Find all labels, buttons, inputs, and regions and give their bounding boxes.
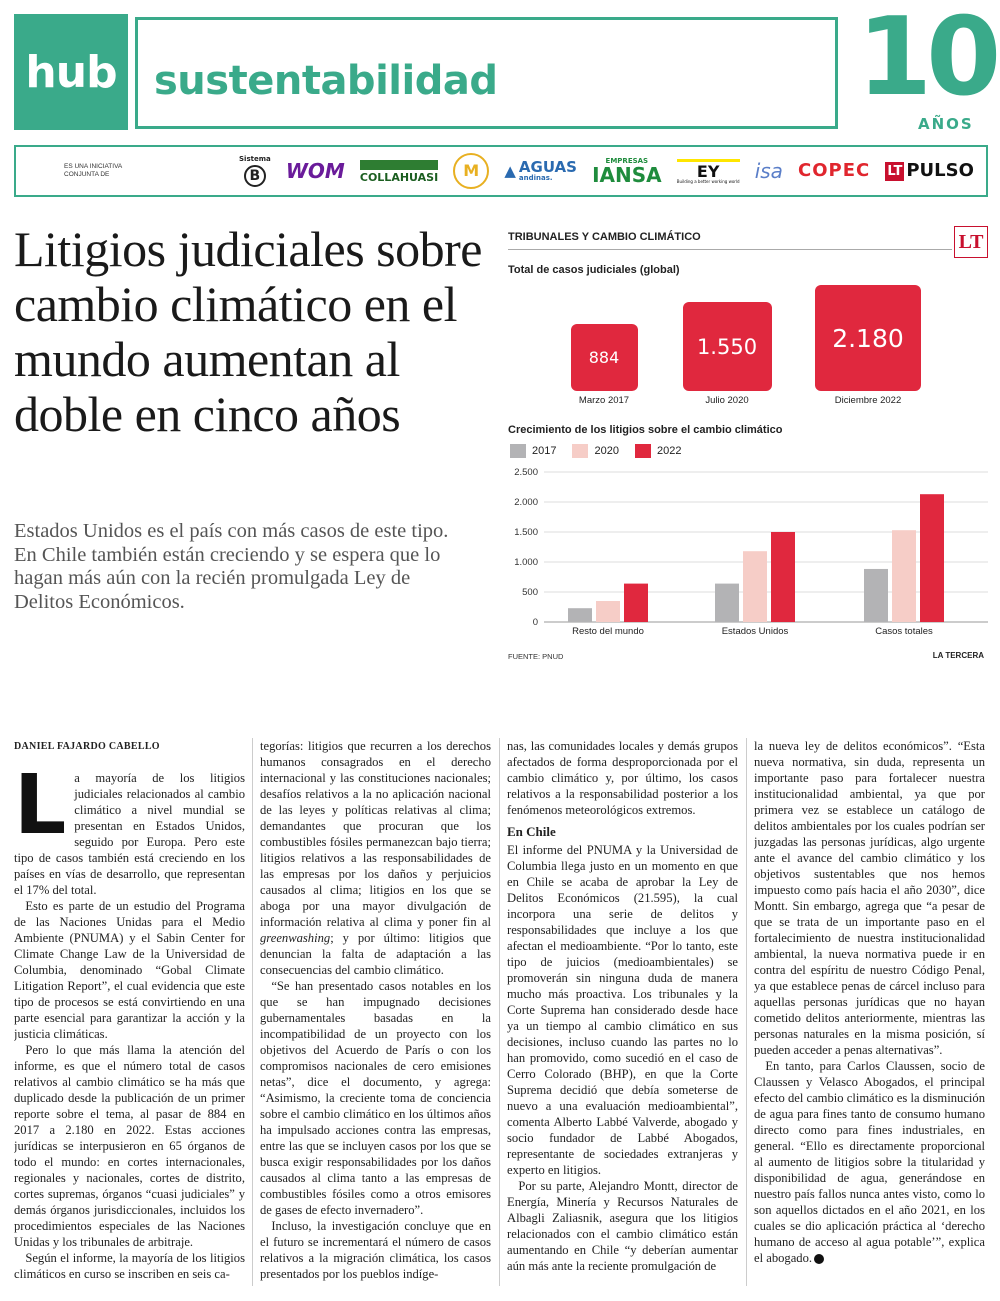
- ey-logo: [677, 159, 740, 184]
- b-corp-logo: [239, 156, 271, 187]
- paragraph: a mayoría de los litigios judiciales relacionados al cambio climático a nivel mundial se presentan en Estados Unidos, seguido por Europa. Pero este tipo de casos también está creciendo en los países en vías de desarrollo, que representan el 17% del total.: [14, 771, 245, 897]
- b-corp-label: Sistema: [239, 154, 271, 163]
- paragraph: [260, 738, 491, 978]
- iansa-logo: [592, 158, 662, 185]
- end-mark-icon: [814, 1254, 824, 1264]
- column-2: [260, 738, 491, 1290]
- dropcap: L: [14, 770, 67, 853]
- anniversary-badge: [855, 0, 996, 136]
- column-divider: [499, 738, 500, 1286]
- section-banner: [135, 17, 838, 129]
- bar: [596, 601, 620, 622]
- subheading: En Chile: [507, 824, 556, 839]
- hub-logo: [14, 14, 128, 130]
- pulso-logo: [885, 162, 974, 181]
- article-deck: Estados Unidos es el país con más casos de este tipo. En Chile también están creciendo y se espera que lo hagan más aún con la recién promulgada Ley de Delitos Económicos.: [14, 520, 449, 613]
- article-headline: Litigios judiciales sobre cambio climático en el mundo aumentan al doble en cinco años: [14, 221, 482, 442]
- total-label: Julio 2020: [705, 395, 749, 406]
- y-tick-label: 0: [532, 617, 538, 628]
- legend-item: [510, 444, 556, 458]
- paragraph: “Se han presentado casos notables en los que se han impugnado decisiones gubernamentales basadas en la incompatibilidad de un proyecto con los objetivos del Acuerdo de París o con los compromisos nacionales de cero emisiones netas”, dice el documento, y agrega: “Asimismo, la creciente toma de conciencia sobre el cambio climático en los últimos años ha impulsado acciones contra las empresas, entre las que se incluyen casos por los que se busca exigir responsabilidades por los daños causados al clima tanto a las empresas de combustibles fósiles como a otros emisores de gases de efecto invernadero”.: [260, 979, 491, 1217]
- x-category-label: Casos totales: [875, 626, 933, 637]
- pulso-lt: LT: [887, 163, 903, 179]
- aguas-andinas-logo: [504, 160, 577, 182]
- bar: [864, 569, 888, 622]
- paragraph: Esto es parte de un estudio del Programa de las Naciones Unidas para el Medio Ambiente (PNUMA) y el Sabin Center for Climate Change Law de la Universidad de Columbia, denominado “Gobal Climate Litigation Report”, el cual evidencia que este tipo de procesos se está convirtiendo en una parte esencial para garantizar la acción y la justicia climáticas.: [14, 899, 245, 1041]
- sponsor-strip: [14, 145, 988, 197]
- paragraph: Incluso, la investigación concluye que en el futuro se incrementará el número de casos relativos a la migración climática, los casos presentados por los pueblos indíge-: [260, 1219, 491, 1281]
- sponsor-logos: [144, 153, 978, 189]
- totals-title: Total de casos judiciales (global): [508, 264, 680, 276]
- paragraph: Pero lo que más llama la atención del informe, es que el número total de casos relativos al cambio climático se ha más que duplicado desde la publicación de un primer reporte sobre el tema, al pasar de 884 en 2017 a 2.180 en 2022. Estas acciones jurídicas se interpusieron en 65 órganos de todo el mundo: en cortes internacionales, regionales y nacionales, cortes de distrito, cortes supremas, órganos “cuasi judiciales” y demás órganos jurisdiccionales, incluidos los procedimientos especiales de las Naciones Unidas y los tribunales de arbitraje.: [14, 1043, 245, 1249]
- bar: [715, 584, 739, 622]
- paragraph: Según el informe, la mayoría de los litigios climáticos en curso se inscriben en seis ca-: [14, 1251, 245, 1281]
- iansa-top: EMPRESAS: [605, 156, 649, 165]
- emphasis: greenwashing: [260, 931, 331, 945]
- legend-label: 2022: [656, 445, 682, 457]
- paragraph-text: tegorías: litigios que recurren a los derechos humanos consagrados en el derecho internacional y las constituciones nacionales; desafíos relativos a la no aplicación nacional de las leyes y políticas relativas al clima; demandantes que procuran que los combustibles fósiles permanezcan bajo tierra; litigios relativos a las responsabilidades de las empresas por los daños y perjuicios causados al clima; litigios en los que se aboga por una mayor divulgación de información relativa al clima y poner fin al: [260, 739, 491, 929]
- ey-sub: Building a better working world: [676, 178, 740, 184]
- legend-label: 2020: [594, 445, 619, 457]
- total-square: 1.550: [683, 302, 772, 391]
- m-logo: M: [453, 153, 489, 189]
- growth-bar-chart: [506, 462, 988, 642]
- y-tick-label: 1.000: [514, 557, 538, 568]
- iansa-name: IANSA: [592, 162, 662, 187]
- aguas-name: AGUAS: [518, 158, 577, 176]
- anniversary-label: AÑOS: [918, 115, 974, 133]
- aguas-drop-icon: ▲: [504, 161, 516, 180]
- pulso-name: PULSO: [906, 160, 974, 181]
- paragraph-text: ; y por último: litigios que denuncian la falta de adaptación a las consecuencias del cambio climático.: [260, 931, 491, 977]
- paragraph: [754, 1058, 985, 1266]
- legend-swatch: [510, 444, 526, 458]
- total-square: 2.180: [815, 285, 921, 391]
- infographic: [506, 222, 988, 662]
- source-note: FUENTE: PNUD: [508, 652, 564, 661]
- total-label: Diciembre 2022: [834, 395, 902, 406]
- b-corp-letter: B: [244, 165, 266, 187]
- infographic-rule: [508, 249, 952, 250]
- anniversary-number: 10: [857, 0, 996, 120]
- column-3: [507, 738, 738, 1290]
- infographic-title: TRIBUNALES Y CAMBIO CLIMÁTICO: [508, 231, 701, 243]
- collahuasi-logo: COLLAHUASI: [360, 160, 438, 183]
- wom-logo: WOM: [285, 159, 345, 183]
- paragraph: nas, las comunidades locales y demás grupos afectados de forma desproporcionada por el cambio climático y, por último, los casos relativos a la responsabilidad posterior a los fenómenos meteorológicos extremos.: [507, 739, 738, 817]
- la-tercera-logo: LT: [954, 226, 988, 258]
- ey-name: EY: [696, 161, 720, 181]
- paragraph: El informe del PNUMA y la Universidad de Columbia llega justo en un momento en que en Chile se acaba de aprobar la Ley de Delitos Económicos (21.595), la cual incorpora una serie de delitos y responsabilidades que incluye a los que afectan el medioambiente. “Por lo tanto, este tipo de juicios (medioambientales) se promoverán sin ninguna duda de manera mucho más proactiva. Los tribunales y la Corte Suprema han considerado desde hace ya un tiempo al cambio climático en sus decisiones, incluso cuando las partes no lo han promovido, como sucedió en el caso de Cerro Colorado (BHP), en que la Corte Suprema decidió que debía someterse de nuevo a una evaluación medioambiental”, comenta Alberto Labbé Valverde, abogado y socio fundador de Labbé Abogados, representante de sociedades extranjeras y experto en litigios.: [507, 843, 738, 1177]
- total-square: 884: [571, 324, 638, 391]
- growth-title: Crecimiento de los litigios sobre el cambio climático: [508, 424, 783, 436]
- legend-swatch: [635, 444, 651, 458]
- copec-logo: COPEC: [798, 160, 871, 181]
- bar: [743, 551, 767, 622]
- y-tick-label: 500: [522, 587, 538, 598]
- column-4: [754, 738, 985, 1290]
- paragraph: la nueva ley de delitos económicos”. “Esta nueva normativa, sin duda, representa un importante paso para fortalecer nuestra institucionalidad ambiental, ya que por primera vez se establece un catálogo de delitos ambientales por los cuales podrían ser juzgadas las personas jurídicas, algo urgente ante el avance del cambio climático y los objetivos sustentables que nos hemos impuesto como país hacia el año 2030”, dice Montt. Sin embargo, agrega que “a pesar de que se trata de un importante paso en el fortalecimiento de nuestra institucionalidad ambiental, la nueva normativa puede ir en contra del espíritu de nuestro Código Penal, ya que establece penas de cárcel incluso para aquellas personas jurídicas que no hayan cometido delitos anteriormente, mientras las personas naturales en la misma posición, sí pueden acceder a penas alternativas”.: [754, 739, 985, 1057]
- y-tick-label: 2.000: [514, 497, 538, 508]
- brand-note: LA TERCERA: [932, 651, 984, 660]
- total-label: Marzo 2017: [578, 395, 630, 406]
- sponsor-intro: ES UNA INICIATIVA CONJUNTA DE: [64, 163, 122, 178]
- paragraph-text: En tanto, para Carlos Claussen, socio de Claussen y Velasco Abogados, el principal efecto del cambio climático es la disminución de agua para fines tanto de consumo humano directo como para fines industriales, en general. “Ello es directamente proporcional al aumento de litigios sobre la titularidad y disponibilidad de agua, generándose en nuestro país fallos nunca antes visto, como lo son aquellos dictados en el año 2021, en los cuales se dio aplicación práctica al ‘derecho humano de acceso al agua potable’”, explica el abogado.: [754, 1059, 985, 1265]
- x-category-label: Resto del mundo: [572, 626, 644, 637]
- y-tick-label: 2.500: [514, 467, 538, 478]
- bar: [568, 608, 592, 622]
- bar: [624, 584, 648, 622]
- column-1: [14, 770, 245, 1290]
- legend-label: 2017: [532, 445, 557, 457]
- section-title: sustentabilidad: [154, 58, 498, 104]
- legend-swatch: [572, 444, 588, 458]
- bar: [892, 530, 916, 622]
- paragraph: Por su parte, Alejandro Montt, director de Energía, Minería y Recursos Naturales de Albagli Zaliasnik, asegura que los litigios relacionados con el cambio climático están aumentando en Chile “y deberían aumentar aún más ante la reciente promulgación de: [507, 1179, 738, 1273]
- bar: [920, 494, 944, 622]
- hub-label: hub: [25, 46, 117, 98]
- column-divider: [252, 738, 253, 1286]
- legend-item: [635, 444, 681, 458]
- isa-logo: isa: [754, 159, 783, 183]
- aguas-sub: andinas.: [518, 174, 553, 182]
- bar: [771, 532, 795, 622]
- legend-item: [572, 444, 618, 458]
- x-category-label: Estados Unidos: [721, 626, 789, 637]
- y-tick-label: 1.500: [514, 527, 538, 538]
- byline: DANIEL FAJARDO CABELLO: [14, 741, 160, 752]
- column-divider: [746, 738, 747, 1286]
- chart-legend: [510, 444, 681, 458]
